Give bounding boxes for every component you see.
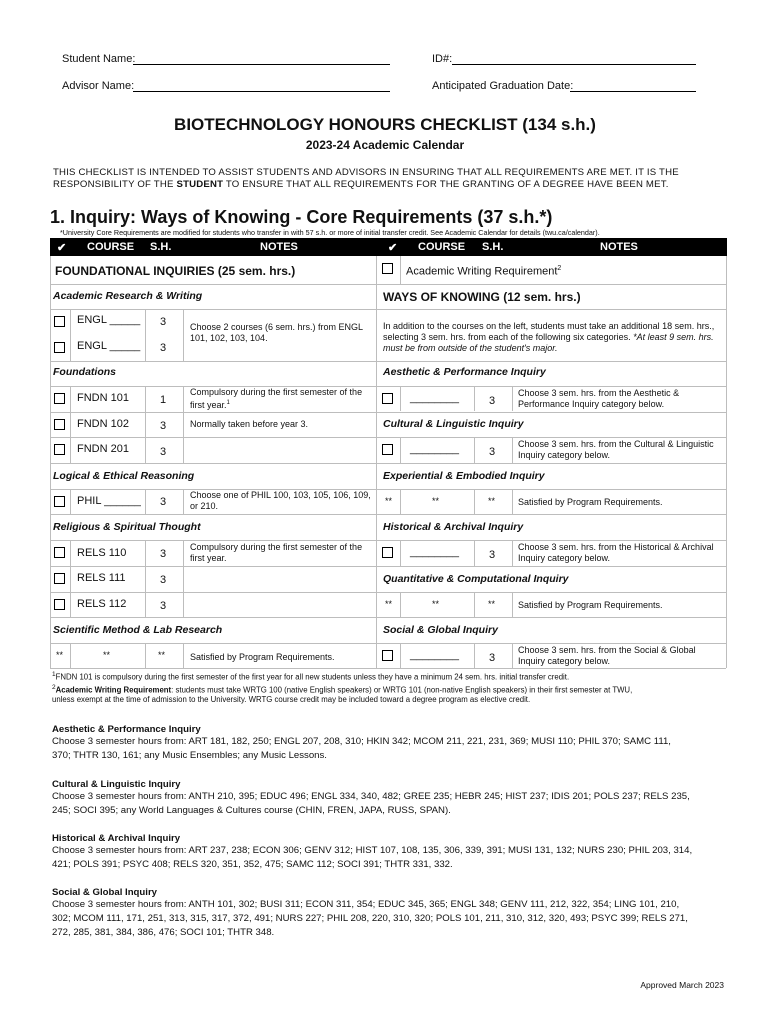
rels-110-sh: 3 — [160, 548, 167, 560]
engl-2-sh: 3 — [160, 342, 167, 354]
historical-course-blank[interactable]: ________ — [410, 546, 459, 558]
graduation-date-field[interactable] — [570, 90, 696, 92]
graduation-date-label: Anticipated Graduation Date: — [432, 80, 574, 92]
aesthetic-list-heading: Aesthetic & Performance Inquiry — [52, 724, 201, 735]
category-aesthetic: Aesthetic & Performance Inquiry — [383, 366, 546, 378]
engl-2-checkbox[interactable] — [54, 342, 65, 353]
col-divider — [474, 592, 475, 617]
col-divider — [400, 437, 401, 463]
fndn-201-course: FNDN 201 — [77, 443, 129, 455]
engl-1-sh: 3 — [160, 316, 167, 328]
intro-text — [53, 167, 733, 191]
fndn-101-sh: 1 — [160, 394, 167, 406]
row-divider — [376, 361, 726, 362]
row-divider — [50, 361, 376, 362]
student-name-field[interactable] — [133, 63, 390, 65]
ways-of-knowing-note: In addition to the courses on the left, students must take an additional 18 sem. hrs., selecting 3 sem. hrs. from each of the following six categories. *At least 9 sem. hrs. must be from outside of the student's major. — [383, 321, 715, 353]
cultural-course-blank[interactable]: ________ — [410, 443, 459, 455]
rels-110-course: RELS 110 — [77, 547, 127, 559]
advisor-name-label: Advisor Name: — [62, 80, 135, 92]
row-divider — [376, 463, 726, 464]
category-historical: Historical & Archival Inquiry — [383, 521, 524, 533]
fndn-102-course: FNDN 102 — [77, 418, 129, 430]
academic-writing-requirement: Academic Writing Requirement$^2$ — [406, 265, 562, 278]
col-divider — [400, 540, 401, 566]
row-divider — [50, 617, 376, 618]
fndn-102-checkbox[interactable] — [54, 419, 65, 430]
col-divider — [145, 309, 146, 361]
rels-111-course: RELS 111 — [77, 572, 126, 584]
core-modification-note: *University Core Requirements are modified for students who transfer in with 57 s.h. or more of initial transfer credit. See Academic Calendar for details (twu.ca/calendar). — [60, 228, 600, 237]
table-header — [50, 238, 727, 256]
scientific-course-cell: ** — [103, 650, 111, 660]
engl-2-course: ENGL _____ — [77, 340, 141, 352]
fndn-201-checkbox[interactable] — [54, 444, 65, 455]
row-divider — [376, 643, 726, 644]
intro-line-2: RESPONSIBILITY OF THE STUDENT TO ENSURE THAT ALL REQUIREMENTS FOR THE GRANTING OF A DEGREE HAVE BEEN MET. — [53, 179, 669, 190]
cultural-list — [52, 779, 742, 818]
social-list-line: 272, 285, 381, 384, 386, 476; SOCI 101; THTR 348. — [52, 927, 275, 938]
fndn-101-note: Compulsory during the first semester of the first year.$^1$ — [190, 387, 363, 410]
awr-checkbox[interactable] — [382, 263, 393, 274]
col-divider — [145, 386, 146, 463]
footnote-1: $^1$FNDN 101 is compulsory during the first semester of the first year for all new students unless they have a minimum 24 sem. hrs. initial transfer credit. — [52, 671, 570, 682]
col-divider — [512, 592, 513, 617]
social-note: Choose 3 sem. hrs. from the Social & Global Inquiry category below. — [518, 645, 696, 666]
row-divider — [376, 592, 726, 593]
col-divider — [183, 489, 184, 514]
row-divider — [376, 617, 726, 618]
fndn-102-sh: 3 — [160, 420, 167, 432]
col-divider — [70, 540, 71, 617]
historical-list — [52, 833, 742, 872]
social-course-blank[interactable]: ________ — [410, 649, 459, 661]
historical-list-line: 421; POLS 391; PSYC 408; RELS 320, 351, 352, 475; SAMC 112; SOCI 391; THTR 331, 332. — [52, 859, 453, 870]
col-divider — [145, 643, 146, 668]
row-divider — [376, 284, 726, 285]
col-divider — [145, 540, 146, 617]
id-label: ID#: — [432, 53, 453, 65]
rels-112-checkbox[interactable] — [54, 599, 65, 610]
category-cultural: Cultural & Linguistic Inquiry — [383, 418, 524, 430]
row-divider — [376, 386, 726, 387]
social-checkbox[interactable] — [382, 650, 393, 661]
section-heading: 1. Inquiry: Ways of Knowing - Core Requirements (37 s.h.*) — [50, 207, 553, 227]
social-list-heading: Social & Global Inquiry — [52, 887, 158, 898]
phil-sh: 3 — [160, 496, 167, 508]
row-divider — [50, 412, 376, 413]
col-divider — [512, 643, 513, 668]
col-divider — [474, 489, 475, 514]
page-title: BIOTECHNOLOGY HONOURS CHECKLIST (134 s.h.) — [174, 115, 596, 134]
aesthetic-list-line: Choose 3 semester hours from: ART 181, 182, 250; ENGL 207, 208, 310; HKIN 342; MCOM 211, 221, 231, 369; MUSI 110; PHIL 370; SAMC 111, — [52, 736, 671, 747]
social-list-line: Choose 3 semester hours from: ANTH 101, 302; BUSI 311; ECON 311, 354; EDUC 345, 365; ENGL 348; GENV 111, 212, 322, 354; LING 101, 210, — [52, 899, 680, 910]
engl-1-course: ENGL _____ — [77, 314, 141, 326]
ways-of-knowing-title: WAYS OF KNOWING (12 sem. hrs.) — [383, 290, 581, 304]
col-divider — [145, 489, 146, 514]
category-experiential: Experiential & Embodied Inquiry — [383, 470, 545, 482]
category-religious-spiritual: Religious & Spiritual Thought — [53, 521, 201, 533]
col-divider — [474, 540, 475, 566]
aesthetic-checkbox[interactable] — [382, 393, 393, 404]
scientific-sh-cell: ** — [158, 650, 166, 660]
row-divider — [50, 514, 376, 515]
quantitative-check-cell: ** — [385, 599, 393, 609]
experiential-sh-cell: ** — [488, 496, 496, 506]
col-divider — [400, 489, 401, 514]
cultural-note: Choose 3 sem. hrs. from the Cultural & Linguistic Inquiry category below. — [518, 439, 714, 460]
aesthetic-list-line: 370; THTR 130, 161; any Music Ensembles; any Music Lessons. — [52, 750, 327, 761]
col-divider — [400, 386, 401, 411]
rels-110-checkbox[interactable] — [54, 547, 65, 558]
rels-111-sh: 3 — [160, 574, 167, 586]
col-divider — [70, 643, 71, 668]
id-field[interactable] — [452, 63, 696, 65]
col-divider — [512, 489, 513, 514]
table-bottom — [50, 668, 726, 669]
aesthetic-list — [52, 724, 742, 763]
fndn-101-course: FNDN 101 — [77, 392, 129, 404]
cultural-list-heading: Cultural & Linguistic Inquiry — [52, 779, 181, 790]
left-border — [50, 256, 51, 668]
phil-checkbox[interactable] — [54, 496, 65, 507]
aesthetic-sh: 3 — [489, 395, 496, 407]
row-divider — [376, 412, 726, 413]
row-divider — [50, 643, 376, 644]
col-divider — [512, 540, 513, 566]
foundational-inquiries-title: FOUNDATIONAL INQUIRIES (25 sem. hrs.) — [55, 264, 296, 278]
col-divider — [183, 386, 184, 463]
fndn-102-note: Normally taken before year 3. — [190, 419, 309, 429]
footnote-2: $^2$Academic Writing Requirement: students must take WRTG 100 (native English speakers) or WRTG 101 (non-native English speakers) in their first semester at TWU, — [52, 683, 633, 695]
row-divider — [50, 566, 376, 567]
check-header-icon: ✔ — [57, 242, 67, 254]
col-divider — [400, 643, 401, 668]
experiential-check-cell: ** — [385, 496, 393, 506]
row-divider — [50, 463, 376, 464]
row-divider — [376, 566, 726, 567]
intro-line-1: THIS CHECKLIST IS INTENDED TO ASSIST STUDENTS AND ADVISORS IN ENSURING THAT ALL REQUIREMENTS ARE MET. IT IS THE — [53, 167, 679, 178]
notes-header: NOTES — [260, 241, 298, 253]
phil-note: Choose one of PHIL 100, 103, 105, 106, 109, or 210. — [190, 490, 371, 511]
col-divider — [474, 386, 475, 411]
historical-sh: 3 — [489, 549, 496, 561]
scientific-note: Satisfied by Program Requirements. — [190, 652, 335, 662]
cultural-list-line: 245; SOCI 395; any World Languages & Cultures course (CHIN, FREN, JAPA, RUSS, SPAN). — [52, 805, 451, 816]
row-divider — [376, 514, 726, 515]
row-divider — [50, 284, 376, 285]
experiential-note: Satisfied by Program Requirements. — [518, 497, 663, 507]
fndn-101-checkbox[interactable] — [54, 393, 65, 404]
advisor-name-field[interactable] — [133, 90, 390, 92]
cultural-sh: 3 — [489, 446, 496, 458]
category-academic-research: Academic Research & Writing — [53, 290, 203, 302]
col-divider — [512, 386, 513, 411]
rels-112-sh: 3 — [160, 600, 167, 612]
experiential-course-cell: ** — [432, 496, 440, 506]
center-divider — [376, 256, 377, 668]
footnotes — [52, 670, 742, 705]
quantitative-course-cell: ** — [432, 599, 440, 609]
right-border — [726, 256, 727, 668]
col-divider — [70, 489, 71, 514]
check-header-icon-right: ✔ — [388, 242, 398, 254]
footnote-2-cont: unless exempt at the time of admission to the University. WRTG course credit may be included toward a degree program as elective credit. — [52, 695, 531, 705]
cultural-list-line: Choose 3 semester hours from: ANTH 210, 395; EDUC 496; ENGL 334, 340, 482; GREE 235; HEBR 245; HIST 237; IDIS 201; POLS 237; RELS 235, — [52, 791, 690, 802]
col-divider — [400, 592, 401, 617]
course-header: COURSE — [87, 241, 135, 253]
col-divider — [512, 437, 513, 463]
sh-header: S.H. — [150, 241, 172, 253]
historical-list-line: Choose 3 semester hours from: ART 237, 238; ECON 306; GENV 312; HIST 107, 108, 135, 306, 339, 391; MUSI 131, 132; NURS 230; PHIL 203, 314, — [52, 845, 693, 856]
scientific-check-cell: ** — [56, 650, 64, 660]
row-divider — [50, 437, 376, 438]
col-divider — [474, 437, 475, 463]
col-divider — [183, 309, 184, 361]
col-divider — [70, 309, 71, 361]
col-divider — [183, 643, 184, 668]
aesthetic-note: Choose 3 sem. hrs. from the Aesthetic & Performance Inquiry category below. — [518, 388, 680, 409]
course-header-right: COURSE — [418, 241, 466, 253]
page-subtitle: 2023-24 Academic Calendar — [305, 138, 465, 152]
social-list-line: 302; MCOM 111, 171, 251, 313, 315, 317, 372, 491; NURS 227; PHIL 208, 220, 310, 320; POLS 101, 211, 310, 312, 320, 493; PSYC 399; RELS 271, — [52, 913, 688, 924]
category-logical-ethical: Logical & Ethical Reasoning — [53, 470, 195, 482]
category-social-global: Social & Global Inquiry — [383, 624, 498, 636]
rels-111-checkbox[interactable] — [54, 573, 65, 584]
row-divider — [50, 540, 376, 541]
rels-112-course: RELS 112 — [77, 598, 127, 610]
student-name-label: Student Name: — [62, 53, 136, 65]
category-scientific-method: Scientific Method & Lab Research — [53, 624, 223, 636]
social-list — [52, 887, 742, 940]
col-divider — [183, 540, 184, 617]
historical-checkbox[interactable] — [382, 547, 393, 558]
aesthetic-course-blank[interactable]: ________ — [410, 392, 459, 404]
col-divider — [70, 386, 71, 463]
row-divider — [50, 592, 376, 593]
row-divider — [376, 437, 726, 438]
fndn-201-sh: 3 — [160, 446, 167, 458]
quantitative-sh-cell: ** — [488, 599, 496, 609]
col-divider — [474, 643, 475, 668]
historical-note: Choose 3 sem. hrs. from the Historical & Archival Inquiry category below. — [518, 542, 714, 563]
approved-date: Approved March 2023 — [640, 980, 724, 990]
social-sh: 3 — [489, 652, 496, 664]
row-divider — [376, 489, 726, 490]
cultural-checkbox[interactable] — [382, 444, 393, 455]
row-divider — [50, 309, 376, 310]
rels-110-note: Compulsory during the first semester of the first year. — [190, 542, 363, 563]
col-divider — [400, 256, 401, 284]
row-divider — [376, 540, 726, 541]
notes-header-right: NOTES — [600, 241, 638, 253]
phil-course: PHIL ______ — [77, 495, 141, 507]
row-divider — [376, 309, 726, 310]
historical-list-heading: Historical & Archival Inquiry — [52, 833, 181, 844]
category-foundations: Foundations — [53, 366, 116, 378]
category-quantitative: Quantitative & Computational Inquiry — [383, 573, 569, 585]
engl-note: Choose 2 courses (6 sem. hrs.) from ENGL 101, 102, 103, 104. — [190, 322, 363, 343]
engl-1-checkbox[interactable] — [54, 316, 65, 327]
sh-header-right: S.H. — [482, 241, 504, 253]
quantitative-note: Satisfied by Program Requirements. — [518, 600, 663, 610]
